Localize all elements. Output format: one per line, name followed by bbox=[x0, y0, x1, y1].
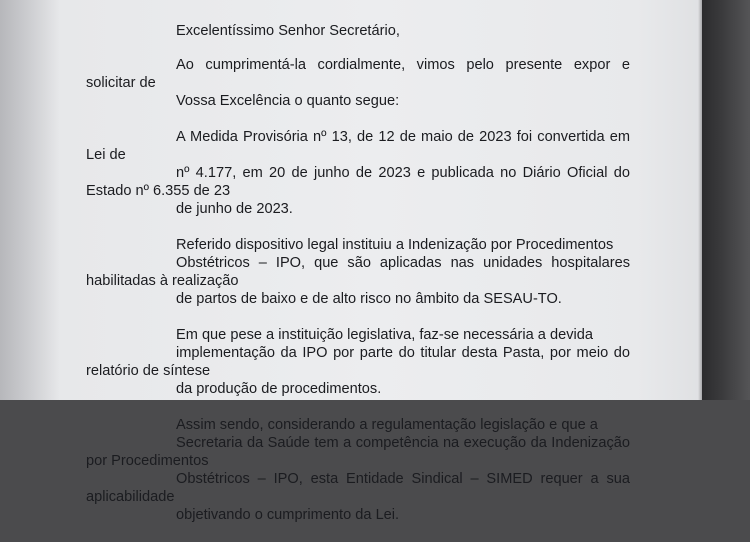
paragraph-line: objetivando o cumprimento da Lei. bbox=[176, 507, 400, 523]
letter-body bbox=[86, 22, 630, 542]
paragraph-line: Obstétricos – IPO, que são aplicadas nas unidades hospitalares habilitadas à realização bbox=[86, 255, 630, 289]
paragraph-line: da produção de procedimentos. bbox=[176, 381, 382, 397]
background-surface bbox=[702, 0, 750, 400]
paragraph-line: Em que pese a instituição legislativa, faz-se necessária a devida bbox=[176, 327, 593, 343]
paragraph-line: Referido dispositivo legal instituiu a Indenização por Procedimentos bbox=[176, 237, 614, 253]
paragraph-line: Ao cumprimentá-la cordialmente, vimos pelo presente expor e solicitar de bbox=[86, 57, 630, 91]
paragraph-line: Vossa Excelência o quanto segue: bbox=[176, 93, 400, 109]
paragraph-line: de junho de 2023. bbox=[176, 201, 293, 217]
paragraph-line: nº 4.177, em 20 de junho de 2023 e publicada no Diário Oficial do Estado nº 6.355 de 23 bbox=[86, 165, 630, 199]
paragraph-line: de partos de baixo e de alto risco no âmbito da SESAU-TO. bbox=[176, 291, 562, 307]
salutation: Excelentíssimo Senhor Secretário, bbox=[176, 23, 400, 39]
paragraph-implementation bbox=[86, 326, 630, 398]
paragraph-line: Obstétricos – IPO, esta Entidade Sindical – SIMED requer a sua aplicabilidade bbox=[86, 471, 630, 505]
paragraph-line: Secretaria da Saúde tem a competência na execução da Indenização por Procedimentos bbox=[86, 435, 630, 469]
paragraph-line: implementação da IPO por parte do titular desta Pasta, por meio do relatório de síntese bbox=[86, 345, 630, 379]
paragraph-line: A Medida Provisória nº 13, de 12 de maio de 2023 foi convertida em Lei de bbox=[86, 129, 630, 163]
paragraph-conclusion bbox=[86, 416, 630, 524]
paragraph-request bbox=[86, 56, 630, 110]
paragraph-ipo bbox=[86, 236, 630, 308]
page-shadow bbox=[0, 0, 60, 400]
paragraph-line: Assim sendo, considerando a regulamentação legislação e que a bbox=[176, 417, 598, 433]
paragraph-law bbox=[86, 128, 630, 218]
